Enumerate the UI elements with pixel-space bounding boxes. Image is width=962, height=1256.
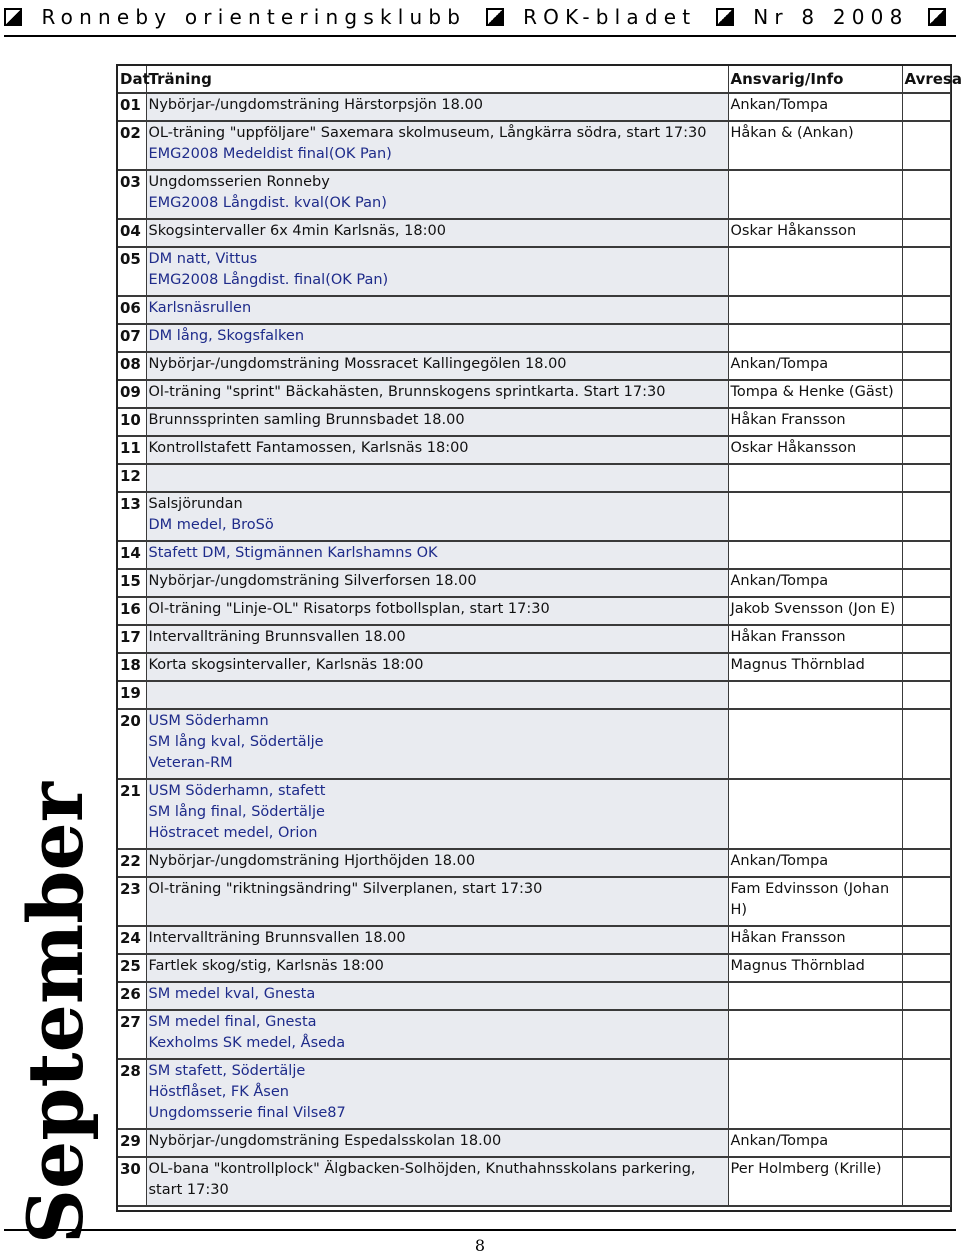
day-cell: 16 <box>118 597 146 625</box>
day-cell: 20 <box>118 709 146 779</box>
table-header-row <box>118 66 950 93</box>
fee-cell <box>902 408 950 436</box>
table-row <box>118 926 950 954</box>
activity-line: DM medel, BroSö <box>148 517 274 533</box>
activity-cell <box>146 408 728 436</box>
day-cell: 03 <box>118 170 146 219</box>
day-cell: 14 <box>118 541 146 569</box>
fee-cell <box>902 219 950 247</box>
fee-cell <box>902 380 950 408</box>
checkbox-mark-icon <box>716 8 734 26</box>
activity-line: Korta skogsintervaller, Karlsnäs 18:00 <box>148 657 424 673</box>
table-row <box>118 464 950 492</box>
table-row <box>118 352 950 380</box>
fee-cell <box>902 779 950 849</box>
club-name: Ronneby orienteringsklubb <box>41 5 467 29</box>
activity-line: EMG2008 Långdist. final(OK Pan) <box>148 272 389 288</box>
checkbox-mark-icon <box>928 8 946 26</box>
responsible-cell: Håkan Fransson <box>728 926 902 954</box>
activity-line: SM medel final, Gnesta <box>148 1014 317 1030</box>
table-row <box>118 625 950 653</box>
activity-line: Nybörjar-/ungdomsträning Silverforsen 18.00 <box>148 573 477 589</box>
page-number: 8 <box>474 1236 486 1255</box>
column-header-day: Dat <box>118 66 146 93</box>
activity-line: OL-träning "uppföljare" Saxemara skolmuseum, Långkärra södra, start 17:30 <box>148 125 707 141</box>
activity-line: Ol-träning "sprint" Bäckahästen, Brunnskogens sprintkarta. Start 17:30 <box>148 384 666 400</box>
activity-cell <box>146 492 728 541</box>
activity-cell <box>146 324 728 352</box>
fee-cell <box>902 1010 950 1059</box>
responsible-cell <box>728 170 902 219</box>
fee-cell <box>902 324 950 352</box>
column-header-responsible: Ansvarig/Info <box>728 66 902 93</box>
responsible-cell <box>728 779 902 849</box>
day-cell: 24 <box>118 926 146 954</box>
table-row <box>118 849 950 877</box>
activity-line: Intervallträning Brunnsvallen 18.00 <box>148 930 406 946</box>
responsible-cell <box>728 681 902 709</box>
fee-cell <box>902 709 950 779</box>
activity-cell <box>146 653 728 681</box>
activity-line: Veteran-RM <box>148 755 233 771</box>
activity-cell <box>146 436 728 464</box>
activity-cell <box>146 709 728 779</box>
responsible-cell: Ankan/Tompa <box>728 352 902 380</box>
table-row <box>118 219 950 247</box>
checkbox-mark-icon <box>4 8 22 26</box>
column-header-fee: Avresa <box>902 66 950 93</box>
activity-cell <box>146 954 728 982</box>
fee-cell <box>902 597 950 625</box>
table-row <box>118 121 950 170</box>
day-cell: 11 <box>118 436 146 464</box>
activity-cell <box>146 1059 728 1129</box>
fee-cell <box>902 492 950 541</box>
day-cell: 13 <box>118 492 146 541</box>
responsible-cell <box>728 541 902 569</box>
fee-cell <box>902 541 950 569</box>
activity-line: Stafett DM, Stigmännen Karlshamns OK <box>148 545 438 561</box>
table-row <box>118 380 950 408</box>
table-row <box>118 408 950 436</box>
schedule-table <box>116 64 962 1212</box>
activity-line: Nybörjar-/ungdomsträning Mossracet Kallingegölen 18.00 <box>148 356 567 372</box>
activity-line: Skogsintervaller 6x 4min Karlsnäs, 18:00 <box>148 223 446 239</box>
day-cell: 08 <box>118 352 146 380</box>
table-row <box>118 296 950 324</box>
activity-cell <box>146 1129 728 1157</box>
activity-cell <box>146 219 728 247</box>
table-row <box>118 877 950 926</box>
activity-cell <box>146 877 728 926</box>
table-row <box>118 681 950 709</box>
fee-cell <box>902 954 950 982</box>
activity-cell <box>146 352 728 380</box>
table-row <box>118 982 950 1010</box>
table-row <box>118 1129 950 1157</box>
table-row <box>118 170 950 219</box>
activity-cell <box>146 625 728 653</box>
activity-line: Nybörjar-/ungdomsträning Espedalsskolan 18.00 <box>148 1133 502 1149</box>
activity-cell <box>146 541 728 569</box>
activity-line: Nybörjar-/ungdomsträning Hjorthöjden 18.00 <box>148 853 476 869</box>
responsible-cell: Jakob Svensson (Jon E) <box>728 597 902 625</box>
fee-cell <box>902 849 950 877</box>
responsible-cell <box>728 982 902 1010</box>
responsible-cell: Håkan Fransson <box>728 408 902 436</box>
activity-line: Höstracet medel, Orion <box>148 825 318 841</box>
fee-cell <box>902 1129 950 1157</box>
fee-cell <box>902 436 950 464</box>
responsible-cell: Oskar Håkansson <box>728 219 902 247</box>
activity-line: Intervallträning Brunnsvallen 18.00 <box>148 629 406 645</box>
day-cell: 06 <box>118 296 146 324</box>
fee-cell <box>902 569 950 597</box>
activity-line: USM Söderhamn <box>148 713 269 729</box>
day-cell: 25 <box>118 954 146 982</box>
activity-line: SM lång kval, Södertälje <box>148 734 324 750</box>
activity-line: Ungdomsserie final Vilse87 <box>148 1105 346 1121</box>
table-row <box>118 93 950 121</box>
activity-line: EMG2008 Långdist. kval(OK Pan) <box>148 195 387 211</box>
day-cell: 23 <box>118 877 146 926</box>
responsible-cell: Per Holmberg (Krille) <box>728 1157 902 1206</box>
responsible-cell <box>728 1059 902 1129</box>
responsible-cell <box>728 247 902 296</box>
fee-cell <box>902 121 950 170</box>
day-cell: 12 <box>118 464 146 492</box>
day-cell: 02 <box>118 121 146 170</box>
fee-cell <box>902 982 950 1010</box>
month-title: September <box>11 782 100 1244</box>
table-row <box>118 954 950 982</box>
activity-line: OL-bana "kontrollplock" Älgbacken-Solhöjden, Knuthahnsskolans parkering, start 17:30 <box>148 1161 696 1198</box>
activity-cell <box>146 597 728 625</box>
activity-cell <box>146 464 728 492</box>
day-cell: 30 <box>118 1157 146 1206</box>
issue-number: Nr 8 2008 <box>753 5 909 29</box>
activity-line: EMG2008 Medeldist final(OK Pan) <box>148 146 392 162</box>
day-cell: 27 <box>118 1010 146 1059</box>
activity-cell <box>146 569 728 597</box>
responsible-cell: Magnus Thörnblad <box>728 954 902 982</box>
table-row <box>118 653 950 681</box>
table-row <box>118 597 950 625</box>
day-cell: 07 <box>118 324 146 352</box>
responsible-cell <box>728 709 902 779</box>
fee-cell <box>902 625 950 653</box>
activity-line: Fartlek skog/stig, Karlsnäs 18:00 <box>148 958 384 974</box>
responsible-cell: Ankan/Tompa <box>728 1129 902 1157</box>
day-cell: 26 <box>118 982 146 1010</box>
activity-line: SM medel kval, Gnesta <box>148 986 316 1002</box>
activity-cell <box>146 380 728 408</box>
table-row <box>118 1157 950 1206</box>
fee-cell <box>902 247 950 296</box>
table-row <box>118 709 950 779</box>
day-cell: 19 <box>118 681 146 709</box>
responsible-cell: Ankan/Tompa <box>728 569 902 597</box>
activity-cell <box>146 247 728 296</box>
fee-cell <box>902 926 950 954</box>
fee-cell <box>902 170 950 219</box>
table-row <box>118 492 950 541</box>
responsible-cell: Magnus Thörnblad <box>728 653 902 681</box>
responsible-cell: Tompa & Henke (Gäst) <box>728 380 902 408</box>
activity-line: Salsjörundan <box>148 496 243 512</box>
activity-line: SM lång final, Södertälje <box>148 804 325 820</box>
activity-cell <box>146 296 728 324</box>
newsletter-name: ROK-bladet <box>523 5 697 29</box>
fee-cell <box>902 464 950 492</box>
activity-cell <box>146 779 728 849</box>
activity-cell <box>146 1010 728 1059</box>
table-row <box>118 569 950 597</box>
activity-line: Höstflåset, FK Åsen <box>148 1084 289 1100</box>
activity-line: USM Söderhamn, stafett <box>148 783 326 799</box>
responsible-cell <box>728 1010 902 1059</box>
fee-cell <box>902 681 950 709</box>
day-cell: 01 <box>118 93 146 121</box>
activity-line: Ol-träning "Linje-OL" Risatorps fotbollsplan, start 17:30 <box>148 601 550 617</box>
fee-cell <box>902 296 950 324</box>
day-cell: 09 <box>118 380 146 408</box>
responsible-cell: Ankan/Tompa <box>728 93 902 121</box>
day-cell: 10 <box>118 408 146 436</box>
responsible-cell: Oskar Håkansson <box>728 436 902 464</box>
table-row <box>118 779 950 849</box>
activity-line: Ol-träning "riktningsändring" Silverplanen, start 17:30 <box>148 881 543 897</box>
activity-line: Nybörjar-/ungdomsträning Härstorpsjön 18.00 <box>148 97 483 113</box>
responsible-cell <box>728 324 902 352</box>
responsible-cell: Ankan/Tompa <box>728 849 902 877</box>
table-row <box>118 247 950 296</box>
activity-cell <box>146 170 728 219</box>
header-rule <box>4 35 956 37</box>
responsible-cell: Fam Edvinsson (Johan H) <box>728 877 902 926</box>
table-row <box>118 1010 950 1059</box>
responsible-cell <box>728 492 902 541</box>
page-header <box>0 0 960 34</box>
day-cell: 05 <box>118 247 146 296</box>
activity-cell <box>146 1157 728 1206</box>
activity-cell <box>146 681 728 709</box>
responsible-cell: Håkan & (Ankan) <box>728 121 902 170</box>
table-row <box>118 541 950 569</box>
activity-cell <box>146 93 728 121</box>
day-cell: 21 <box>118 779 146 849</box>
fee-cell <box>902 1059 950 1129</box>
activity-cell <box>146 121 728 170</box>
footer-rule <box>4 1229 956 1231</box>
column-header-activity: Träning <box>146 66 728 93</box>
fee-cell <box>902 352 950 380</box>
fee-cell <box>902 1157 950 1206</box>
fee-cell <box>902 877 950 926</box>
activity-line: Ungdomsserien Ronneby <box>148 174 330 190</box>
responsible-cell <box>728 464 902 492</box>
day-cell: 28 <box>118 1059 146 1129</box>
activity-line: Brunnssprinten samling Brunnsbadet 18.00 <box>148 412 465 428</box>
table-row <box>118 436 950 464</box>
activity-line: Kontrollstafett Fantamossen, Karlsnäs 18:00 <box>148 440 469 456</box>
responsible-cell: Håkan Fransson <box>728 625 902 653</box>
day-cell: 18 <box>118 653 146 681</box>
activity-cell <box>146 849 728 877</box>
activity-line: DM lång, Skogsfalken <box>148 328 305 344</box>
day-cell: 29 <box>118 1129 146 1157</box>
day-cell: 15 <box>118 569 146 597</box>
activity-line: Kexholms SK medel, Åseda <box>148 1035 346 1051</box>
activity-cell <box>146 926 728 954</box>
activity-line: DM natt, Vittus <box>148 251 258 267</box>
responsible-cell <box>728 296 902 324</box>
table-row <box>118 324 950 352</box>
activity-line: SM stafett, Södertälje <box>148 1063 306 1079</box>
checkbox-mark-icon <box>486 8 504 26</box>
schedule-body <box>118 93 950 1206</box>
day-cell: 17 <box>118 625 146 653</box>
activity-cell <box>146 982 728 1010</box>
fee-cell <box>902 653 950 681</box>
day-cell: 22 <box>118 849 146 877</box>
activity-line: Karlsnäsrullen <box>148 300 252 316</box>
day-cell: 04 <box>118 219 146 247</box>
fee-cell <box>902 93 950 121</box>
table-row <box>118 1059 950 1129</box>
